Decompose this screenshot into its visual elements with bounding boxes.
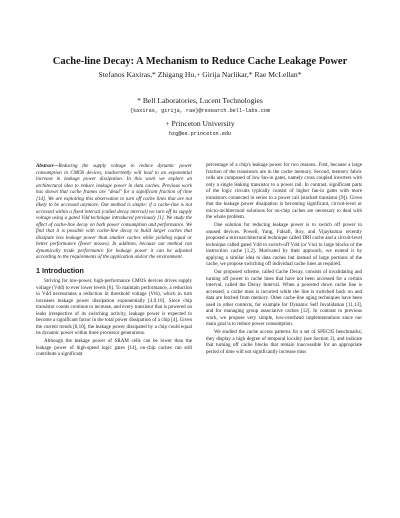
right-column [206, 162, 362, 357]
section-heading-introduction: 1 Introduction [36, 265, 84, 275]
abstract-label: Abstract— [36, 163, 59, 169]
affiliation-email-princeton: hzg@ee.princeton.edu [168, 131, 232, 137]
body-paragraph: One solution for reducing leakage power is to switch off power to unused devices. Powell, Yang, Falsafi, Roy, and Vijaykumar recently proposed a microarchitectural technique called DRI cache and a circuit-level technique called gated Vdd to switch-off Vdd (or Vss) to large blocks of the instruction cache [1,2]. Motivated by their approach, we extend it by applying a similar idea to data caches but instead of large portions of the cache, we propose switching off individual cache lines as required. [206, 222, 362, 267]
body-paragraph: percentage of a chip's leakage power for two reasons. First, because a large fraction of the transistors are in the cache memory. Second, memory fabric cells are composed of low fan-in gates, namely cross coupled inverters with only a single leaking transistor to a power rail. In contrast, significant parts of the logic circuits typically consist of higher fan-in gates with more transistors connected in series to a power rail (stacked transistor [9]). Given that the leakage power dissipation is becoming significant, circuit-level or micro-architectural solutions for on-chip caches are necessary to deal with the whole problem. [206, 162, 362, 220]
affiliation-email-bell-labs: {kaxiras, girija, rae}@research.bell-labs.com [129, 108, 271, 114]
paper-title: Cache-line Decay: A Mechanism to Reduce Cache Leakage Power [52, 56, 348, 67]
body-paragraph: We studied the cache access patterns for a set of SPEC95 benchmarks; they display a high degree of temporal locality (see Section 2), and indicate that turning off cache blocks that remain inaccessible for an appropriate period of time will not significantly increase miss [206, 329, 362, 355]
affiliation-bell-labs: * Bell Laboratories, Lucent Technologies [137, 96, 263, 105]
author-list: Stefanos Kaxiras,* Zhigang Hu,+ Girija Narlikar,* Rae McLellan* [98, 70, 302, 79]
intro-paragraph: Although the leakage power of SRAM cells can be lower than the leakage power of high-speed logic gates [14], on-chip caches can still contribute a significant [36, 338, 192, 357]
intro-paragraph: Striving for low-power, high-performance CMOS devices drives supply voltage (Vdd) to ever lower levels [6]. To maintain performance, a reduction in Vdd necessitates a reduction in threshold voltage (Vth), which in turn increases leakage power dissipation exponentially [4,9,10]. Since chip transistor counts continue to increase, and every transistor that is powered on leaks irrespective of its switching activity, leakage power is expected to become a significant factor in the total power dissipation of a chip [4]. Given the current trends [8,10], the leakage power dissipated by a chip could equal its dynamic power within three processor generations. [36, 278, 192, 336]
body-paragraph: Our proposed scheme, called Cache Decay, consists of invalidating and turning off power to cache lines that have not been accessed for a certain interval, called the Decay Interval. When a powered down cache line is accessed, a cache miss is incurred while the line is switched back on and data are fetched from memory. Other cache-line aging techniques have been used in other contexts, for example for Dynamic Self Invalidation [11,13], and for managing group associative caches [12]. In contrast to previous work, we propose very simple, low-overhead implementations since our main goal is to reduce power consumption. [206, 269, 362, 327]
left-column [36, 163, 192, 359]
affiliation-princeton: + Princeton University [165, 119, 235, 128]
abstract [36, 163, 192, 261]
abstract-text: Reducing the supply voltage to reduce dynamic power consumption in CMOS devices, inadvertently will lead to an exponential increase in leakage power dissipation. In this work we explore an architectural idea to reduce leakage power in data caches. Previous work has shown that cache frames are "dead" for a significant fraction of time [14]. We are exploiting this observation to turn off cache lines that are not likely to be accessed anymore. Our method is simple: if a cache-line is not accessed within a fixed interval (called decay interval) we turn off its supply voltage using a gated Vdd technique introduced previously [1]. We study the effect of cache-line decay on both power consumption and performance. We find that it is possible with cache-line decay to build larger caches that dissipate less leakage power than smaller caches while yielding equal or better performance (fewer misses). In addition, because our method can dynamically trade performance for leakage power it can be adjusted according to the requirements of the application and/or the environment. [36, 163, 192, 260]
